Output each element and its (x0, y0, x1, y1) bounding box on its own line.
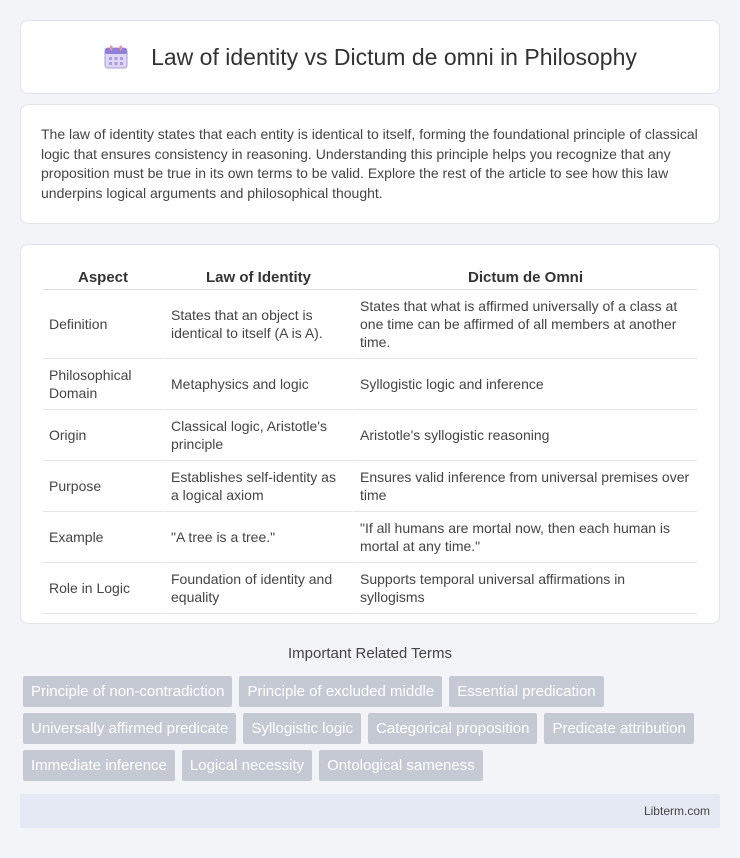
column-header: Law of Identity (163, 265, 352, 290)
aspect-cell: Role in Logic (43, 563, 163, 614)
aspect-cell: Example (43, 512, 163, 563)
aspect-cell: Origin (43, 410, 163, 461)
related-term-tag[interactable]: Ontological sameness (319, 750, 483, 781)
comparison-card (20, 244, 720, 624)
table-row (43, 563, 697, 614)
table-row (43, 359, 697, 410)
related-term-tag[interactable]: Predicate attribution (544, 713, 693, 744)
law-of-identity-cell: Establishes self-identity as a logical axiom (163, 461, 352, 512)
calendar-icon (103, 44, 129, 70)
table-row (43, 512, 697, 563)
related-term-tag[interactable]: Categorical proposition (368, 713, 537, 744)
header-card (20, 20, 720, 94)
table-row (43, 461, 697, 512)
related-term-tag[interactable]: Syllogistic logic (243, 713, 361, 744)
dictum-de-omni-cell: "If all humans are mortal now, then each human is mortal at any time." (352, 512, 697, 563)
related-terms-list (23, 676, 723, 787)
header (103, 44, 637, 71)
aspect-cell: Definition (43, 290, 163, 359)
related-term-tag[interactable]: Logical necessity (182, 750, 312, 781)
intro-paragraph: The law of identity states that each entity is identical to itself, forming the foundational principle of classical logic that ensures consistency in reasoning. Understanding this principle helps you recognize that any proposition must be true in its own terms to be valid. Explore the rest of the article to see how this law underpins logical arguments and philosophical thought. (41, 126, 698, 201)
aspect-cell: Philosophical Domain (43, 359, 163, 410)
column-header: Dictum de Omni (352, 265, 697, 290)
aspect-cell: Purpose (43, 461, 163, 512)
page-title: Law of identity vs Dictum de omni in Philosophy (151, 43, 637, 70)
related-term-tag[interactable]: Principle of non-contradiction (23, 676, 232, 707)
footer-site-link[interactable]: Libterm.com (643, 804, 710, 818)
law-of-identity-cell: States that an object is identical to itself (A is A). (163, 290, 352, 359)
related-term-tag[interactable]: Universally affirmed predicate (23, 713, 236, 744)
related-term-tag[interactable]: Immediate inference (23, 750, 175, 781)
dictum-de-omni-cell: Supports temporal universal affirmations in syllogisms (352, 563, 697, 614)
related-term-tag[interactable]: Essential predication (449, 676, 603, 707)
law-of-identity-cell: Foundation of identity and equality (163, 563, 352, 614)
table-header-row (43, 265, 697, 290)
related-term-tag[interactable]: Principle of excluded middle (239, 676, 442, 707)
table-row (43, 410, 697, 461)
dictum-de-omni-cell: Syllogistic logic and inference (352, 359, 697, 410)
table-row (43, 290, 697, 359)
dictum-de-omni-cell: Aristotle's syllogistic reasoning (352, 410, 697, 461)
footer (20, 794, 720, 828)
column-header: Aspect (43, 265, 163, 290)
dictum-de-omni-cell: States that what is affirmed universally of a class at one time can be affirmed of all members at another time. (352, 290, 697, 359)
law-of-identity-cell: "A tree is a tree." (163, 512, 352, 563)
law-of-identity-cell: Metaphysics and logic (163, 359, 352, 410)
comparison-table (43, 265, 697, 614)
intro-card (20, 104, 720, 224)
related-terms-title: Important Related Terms (288, 645, 452, 662)
dictum-de-omni-cell: Ensures valid inference from universal premises over time (352, 461, 697, 512)
law-of-identity-cell: Classical logic, Aristotle's principle (163, 410, 352, 461)
